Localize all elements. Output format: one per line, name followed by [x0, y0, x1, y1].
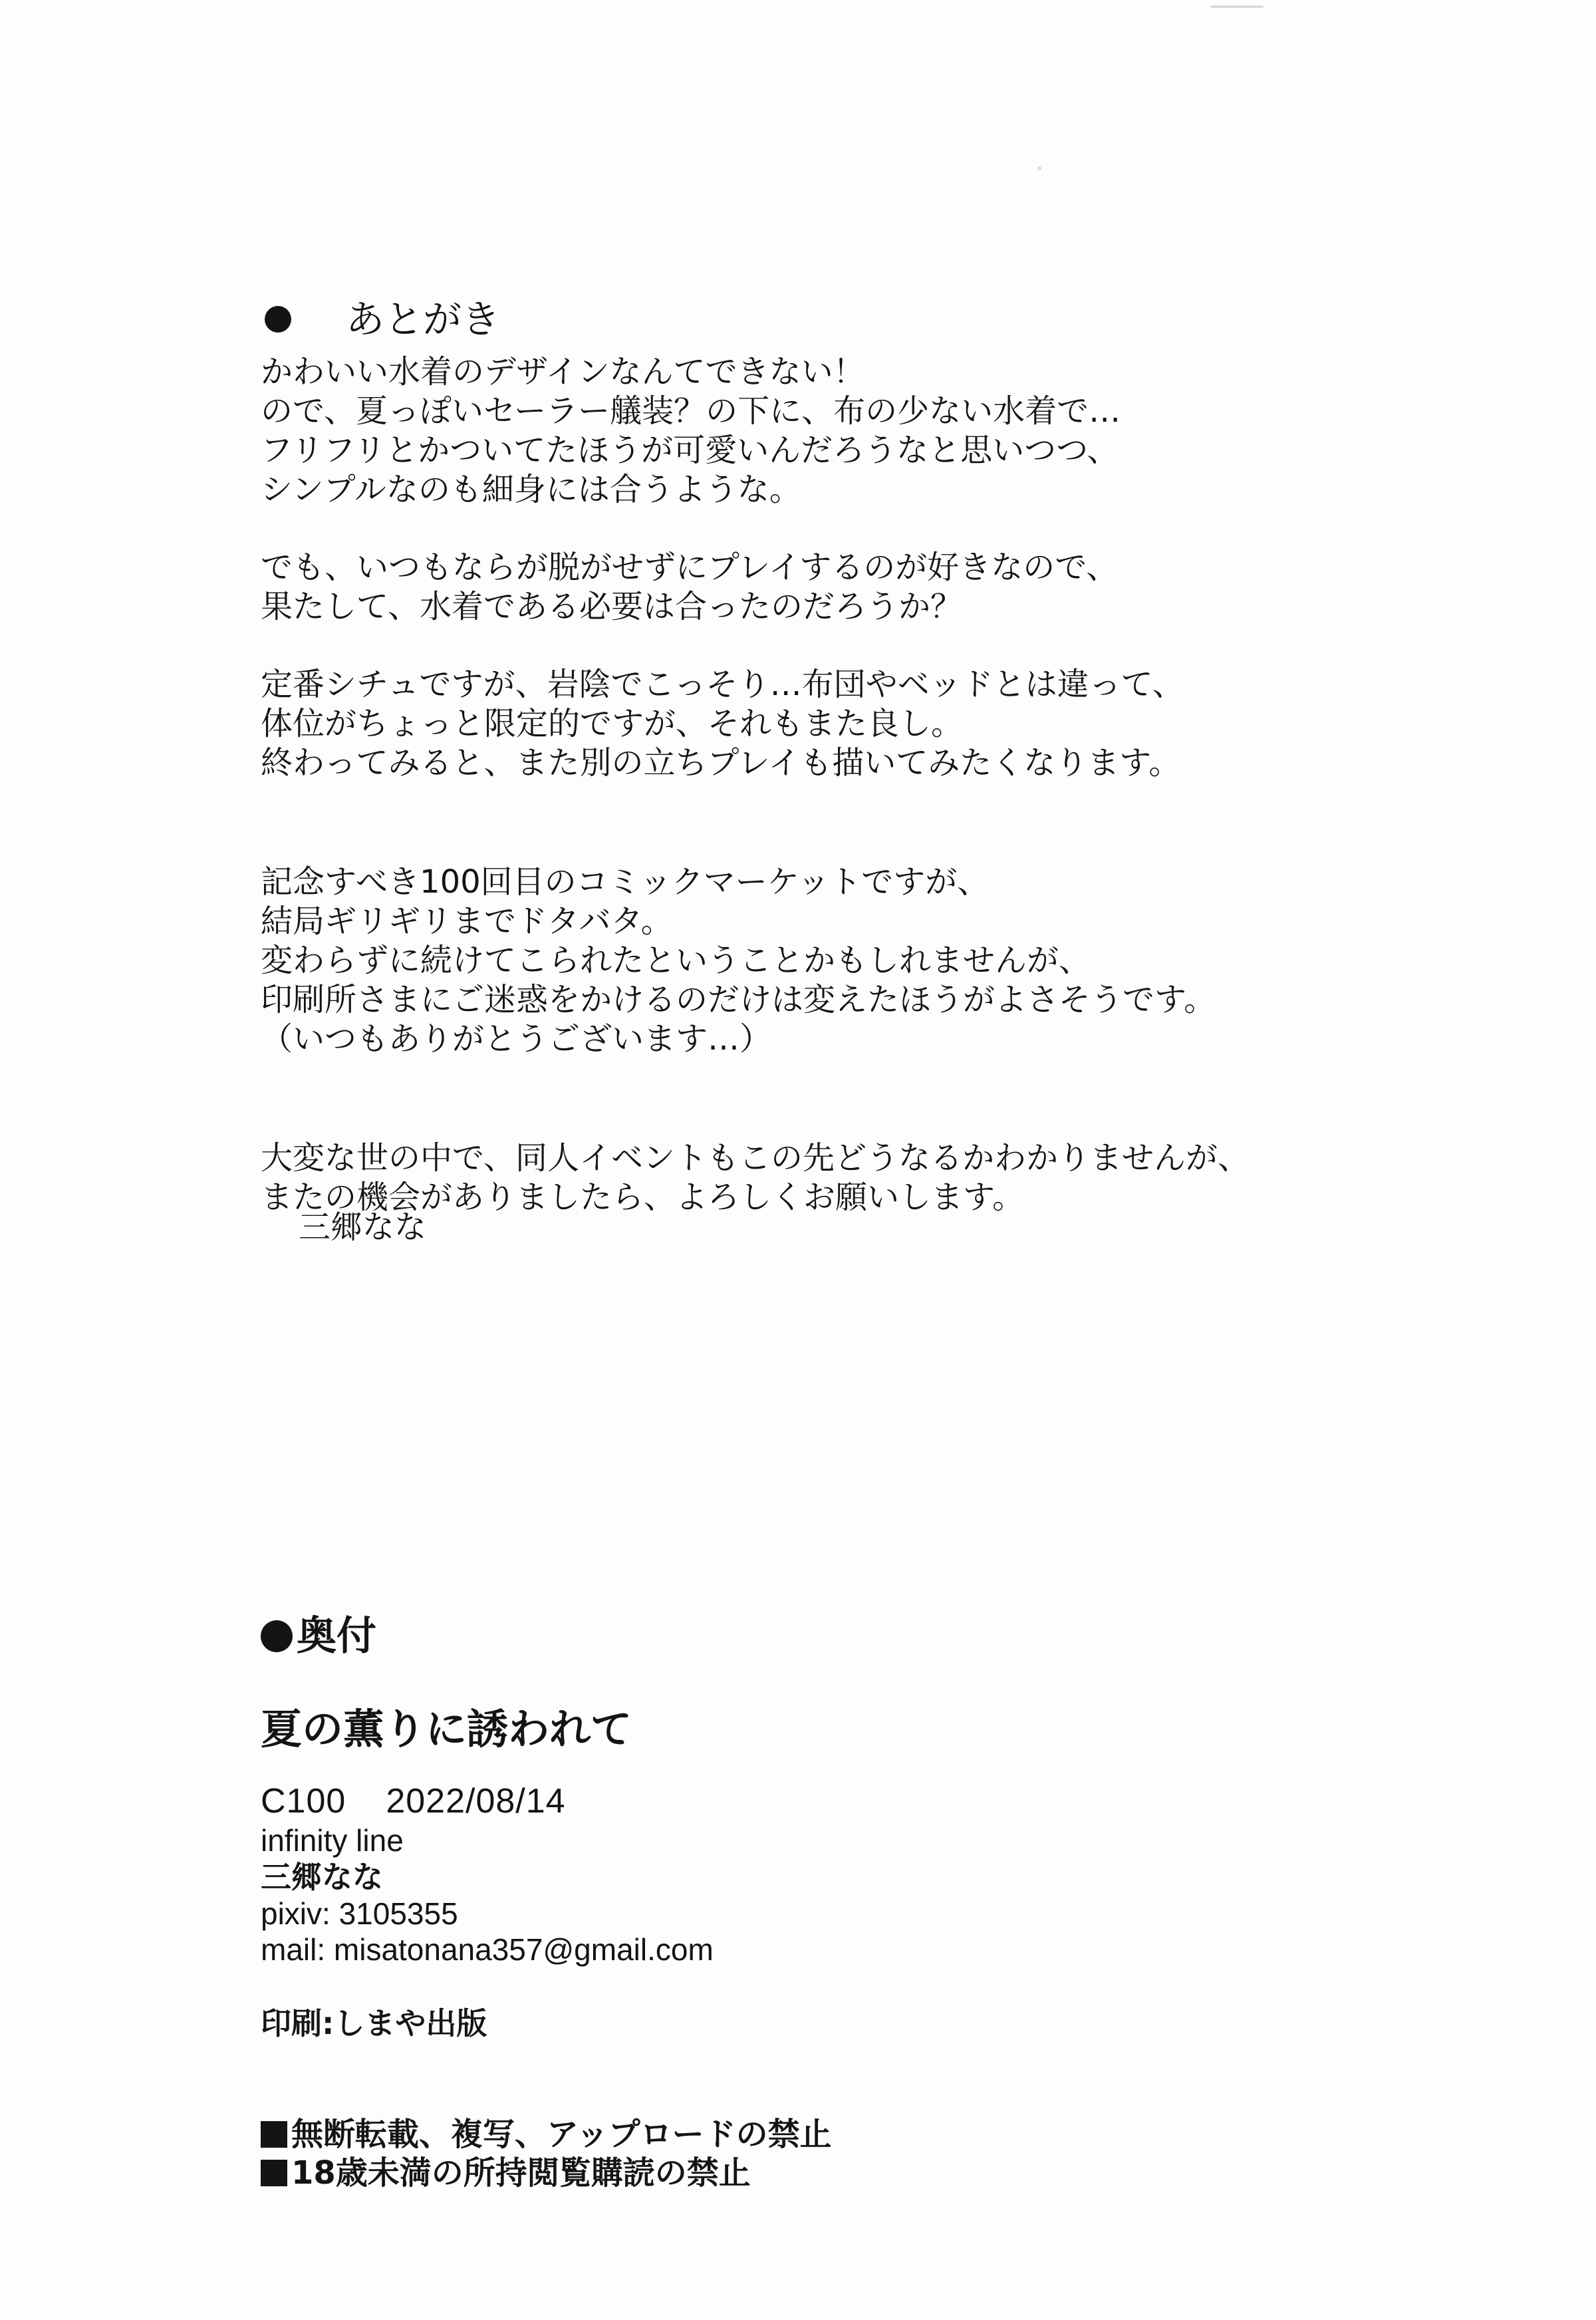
colophon-heading	[261, 1610, 1192, 1663]
square-bullet-icon	[261, 2160, 287, 2186]
publication-date: 2022/08/14	[386, 1782, 566, 1820]
text-line: 印刷所さまにご迷惑をかけるのだけは変えたほうがよさそうです。	[261, 981, 1216, 1018]
afterword-paragraph	[261, 665, 1391, 783]
book-title: 夏の薫りに誘われて	[261, 1705, 632, 1753]
bullet-icon	[265, 306, 291, 333]
afterword-paragraph	[261, 863, 1391, 1059]
text-line: フリフリとかついてたほうが可愛いんだろうなと思いつつ、	[261, 432, 1119, 469]
event-name: C100	[261, 1782, 346, 1820]
afterword-section	[261, 286, 1391, 1217]
colophon-heading-text: 奥付	[297, 1613, 376, 1660]
text-line: 大変な世の中で、同人イベントもこの先どうなるかわかりませんが、	[261, 1139, 1250, 1177]
text-line: ので、夏っぽいセーラー艤装？の下に、布の少ない水着で…	[261, 392, 1121, 430]
pixiv-id: pixiv: 3105355	[261, 1896, 458, 1931]
event-date-row	[261, 1780, 1192, 1822]
notices-list	[261, 2115, 1192, 2192]
afterword-heading	[261, 286, 1391, 353]
afterword-heading-text: あとがき	[346, 297, 501, 342]
notice-text: 18歳未満の所持閲覧購読の禁止	[291, 2154, 751, 2192]
scan-speck	[1037, 166, 1041, 170]
text-line: 記念すべき100回目のコミックマーケットですが、	[261, 863, 990, 901]
square-bullet-icon	[261, 2121, 287, 2148]
afterword-paragraph	[261, 548, 1391, 627]
text-line: 終わってみると、また別の立ちプレイも描いてみたくなります。	[261, 744, 1181, 782]
text-line: かわいい水着のデザインなんてできない！	[261, 353, 865, 390]
afterword-paragraph	[261, 353, 1391, 509]
text-line: でも、いつもならが脱がせずにプレイするのが好きなので、	[261, 549, 1119, 586]
colophon-section	[261, 1610, 1192, 2192]
author-name: 三郷なな	[261, 1860, 383, 1894]
text-line: 定番シチュですが、岩陰でこっそり…布団やベッドとは違って、	[261, 666, 1184, 703]
printer-info: 印刷:しまや出版	[261, 2005, 487, 2041]
text-line: （いつもありがとうございます…）	[261, 1020, 772, 1058]
afterword-paragraph	[261, 1139, 1391, 1217]
scan-speck	[1210, 5, 1264, 8]
contact-mail: mail: misatonana357@gmail.com	[261, 1932, 714, 1967]
notice-item	[261, 2154, 1192, 2192]
notice-text: 無断転載、複写、アップロードの禁止	[291, 2116, 832, 2153]
text-line: シンプルなのも細身には合うような。	[261, 471, 801, 508]
text-line: 結局ギリギリまでドタバタ。	[261, 903, 673, 940]
text-line: またの機会がありましたら、よろしくお願いします。	[261, 1179, 1025, 1216]
text-line: 変わらずに続けてこられたということかもしれませんが、	[261, 942, 1091, 979]
text-line: 体位がちょっと限定的ですが、それもまた良し。	[261, 705, 964, 742]
bullet-icon	[261, 1620, 293, 1652]
text-line: 果たして、水着である必要は合ったのだろうか？	[261, 588, 963, 625]
author-signature: 三郷なな	[299, 1209, 427, 1246]
circle-name: infinity line	[261, 1823, 404, 1858]
publication-info	[261, 1780, 1192, 1967]
notice-item	[261, 2115, 1192, 2154]
